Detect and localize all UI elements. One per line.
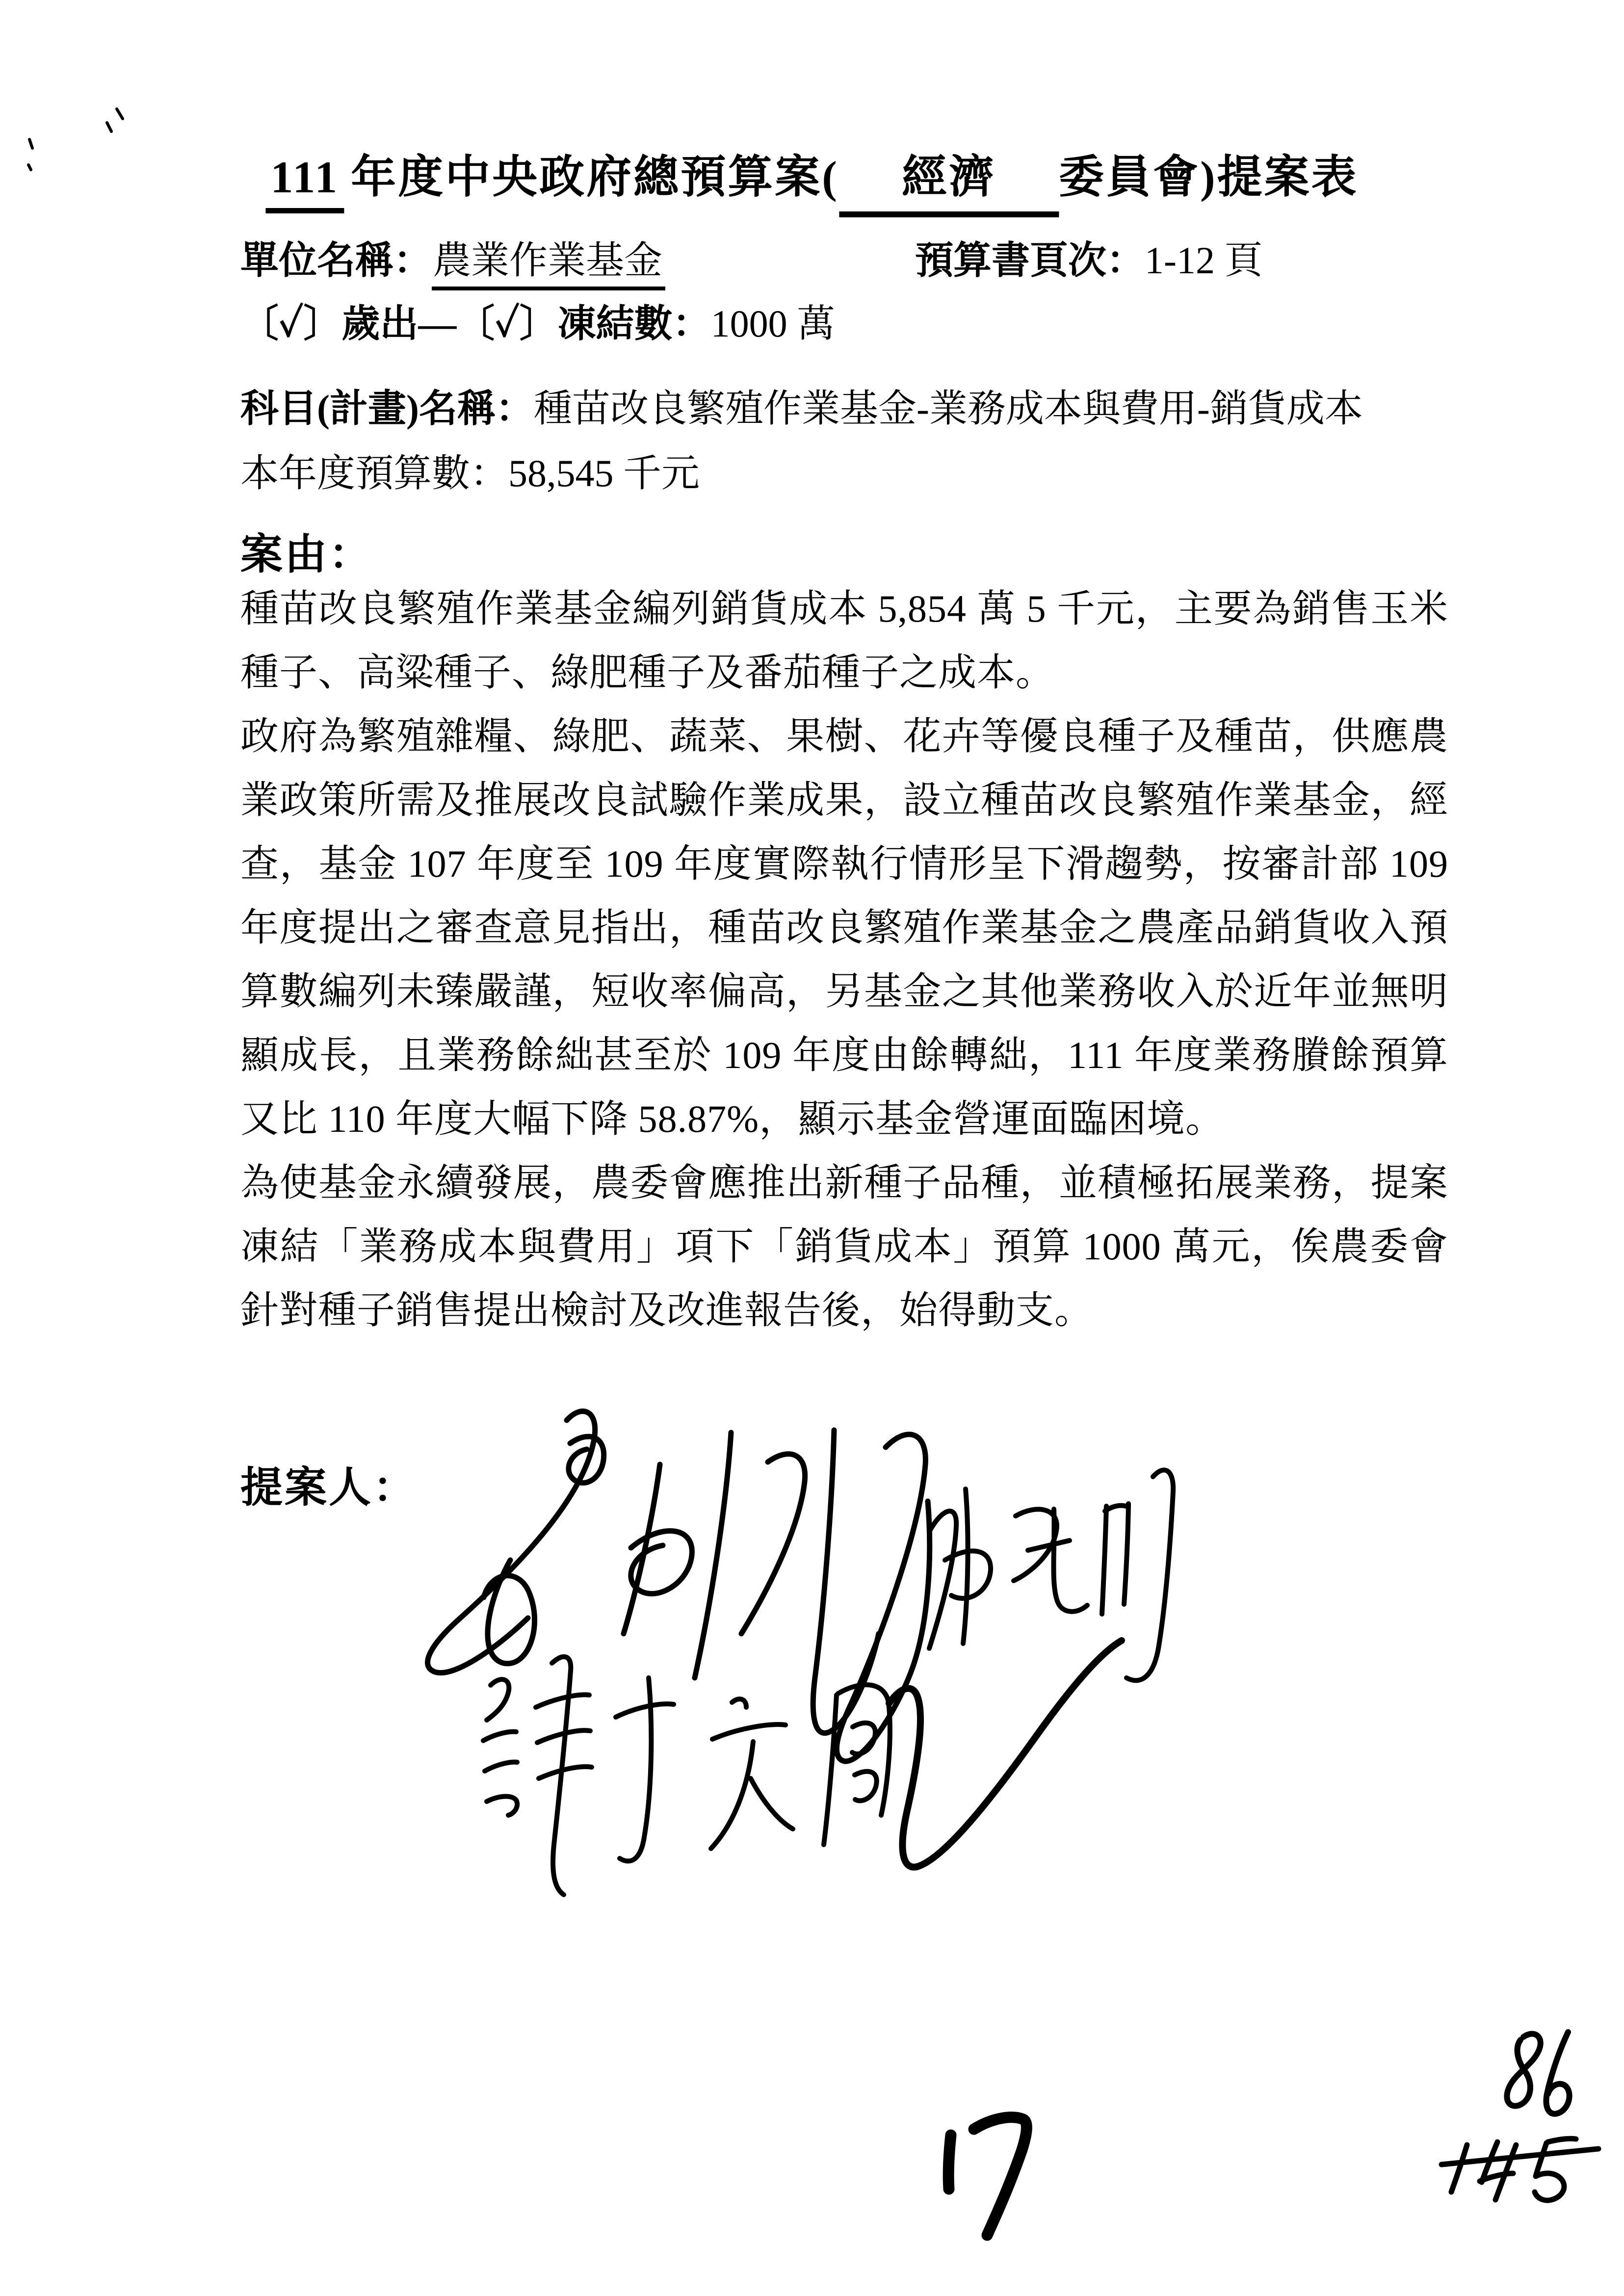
strikethrough-line [1441, 2149, 1598, 2165]
speck [28, 165, 31, 170]
signature-2-stroke [945, 1551, 991, 1598]
scan-specks [28, 109, 123, 170]
signature-3-stroke [552, 1657, 571, 1895]
signature-1-stroke [837, 1435, 929, 1761]
signature-3-stroke [711, 1742, 753, 1849]
subject-label: 科目(計畫)名稱： [240, 387, 534, 430]
dash: — [418, 302, 457, 345]
signature-3-stroke [852, 1723, 875, 1754]
freeze-value: 1000 萬 [710, 302, 836, 345]
title-tail: 委員會)提案表 [1058, 152, 1359, 202]
signature-3-stroke [889, 1641, 1122, 1867]
digit-6 [1546, 2032, 1569, 2114]
budget-value: 58,545 千元 [508, 452, 700, 495]
page-ref-label: 預算書頁次： [915, 239, 1145, 282]
signature-3-stroke [483, 1732, 516, 1741]
page-title [265, 141, 1358, 217]
signature-1-stroke [624, 1464, 660, 1634]
page-number-tick [948, 2135, 951, 2189]
handwritten-page-number [948, 2117, 1026, 2235]
signature-3-stroke [487, 1679, 509, 1720]
signature-1-stroke [741, 1454, 805, 1634]
signature-2-stroke [1053, 1509, 1087, 1612]
signature-2-stroke [929, 1511, 956, 1648]
speck [107, 123, 111, 131]
signature-1-stroke [695, 1433, 731, 1678]
signature-3-stroke [487, 1797, 517, 1815]
budget-label: 本年度預算數： [240, 452, 509, 495]
digit-8 [1507, 2034, 1540, 2106]
signature-3-stroke [620, 1678, 651, 1861]
reason-paragraph-1: 種苗改良繁殖作業基金編列銷貨成本 5,854 萬 5 千元，主要為銷售玉米種子、高粱種子、綠肥種子及番茄種子之成本。 [240, 587, 1448, 694]
subject-line [240, 378, 1363, 433]
reason-paragraph-2: 政府為繁殖雜糧、綠肥、蔬菜、果樹、花卉等優良種子及種苗，供應農業政策所需及推展改良試驗作業成果，設立種苗改良繁殖作業基金，經查，基金 107 年度至 109 年度實際執行情形呈下滑趨勢，按審計部 109 年度提出之審查意見指出，種苗改良繁殖作業基金之農產品銷貨收入預算數編列未臻嚴謹，短收率偏高，另基金之其他業務收入於近年並無明顯成長，且業務餘絀甚至於 109 年度由餘轉絀，111 年度業務賸餘預算又比 110 年度大幅下降 58.87%，顯示基金營運面臨困境。 [240, 715, 1448, 1140]
page-ref [915, 230, 1263, 285]
unit-line [240, 230, 1263, 290]
reason-body [240, 577, 1448, 1342]
signature-3-stroke [751, 1778, 793, 1829]
signature-2-stroke [1126, 1470, 1173, 1680]
subject-value: 種苗改良繁殖作業基金-業務成本與費用-銷貨成本 [533, 387, 1363, 430]
freeze-label: 凍結數： [557, 302, 711, 345]
digit-1 [1451, 2145, 1467, 2192]
signature-3-stroke [485, 1762, 517, 1771]
signature-1-stroke [813, 1430, 879, 1733]
speck [117, 109, 123, 119]
expenditure-label: 歲出 [341, 302, 419, 345]
title-committee-blank: 經濟 [839, 141, 1059, 217]
signature-2-stroke [1124, 1504, 1128, 1604]
signature-3-stroke [838, 1685, 890, 1815]
checkbox-freeze: 〔✓〕 [456, 302, 558, 345]
signature-3-stroke [539, 1767, 592, 1778]
signature-2-stroke [1102, 1506, 1106, 1614]
signature-3-stroke [616, 1704, 674, 1717]
speck [29, 139, 32, 148]
freeze-line [240, 293, 835, 348]
reason-paragraph-3: 為使基金永續發展，農委會應推出新種子品種，並積極拓展業務，提案凍結「業務成本與費用」項下「銷貨成本」預算 1000 萬元，俟農委會針對種子銷售提出檢討及改進報告後，始得動支。 [240, 1161, 1448, 1331]
signature-3-stroke [536, 1695, 589, 1707]
title-year-underlined: 111 [265, 151, 344, 213]
handwritten-note-86 [1507, 2032, 1569, 2114]
signature-3-stroke [732, 1699, 746, 1707]
signature-1-stroke [428, 1411, 595, 1673]
page-number-7 [974, 2117, 1026, 2235]
signature-2-stroke [1105, 1506, 1128, 1511]
signature-3-stroke [712, 1724, 786, 1739]
title-mid: 年度中央政府總預算案( [351, 152, 839, 202]
handwritten-note-145-struck [1441, 2139, 1598, 2200]
signature-1-stroke [569, 1436, 604, 1483]
unit-label: 單位名稱： [240, 239, 432, 282]
signature-3-hsieh-yi-feng [483, 1641, 1122, 1895]
proposer-label: 提案人： [240, 1464, 417, 1511]
signature-2-stroke [1028, 1540, 1070, 1550]
digit-5 [1535, 2143, 1564, 2200]
budget-line [240, 443, 700, 497]
reason-heading: 案由： [240, 531, 373, 578]
unit-value: 農業作業基金 [432, 230, 665, 290]
page-ref-value: 1-12 頁 [1145, 239, 1263, 282]
digit-5 [1548, 2139, 1576, 2142]
signature-3-stroke [824, 1695, 837, 1845]
signature-3-stroke [855, 1772, 877, 1801]
digit-4 [1482, 2142, 1497, 2182]
digit-4 [1495, 2145, 1516, 2200]
signature-2-chen-chao-ming [929, 1470, 1173, 1680]
digit-4 [1480, 2173, 1513, 2181]
signature-3-stroke [537, 1730, 590, 1743]
signature-2-stroke [963, 1489, 968, 1644]
signature-1-stroke [484, 1560, 535, 1664]
signature-1-cursive [428, 1411, 930, 1762]
signature-2-stroke [1014, 1509, 1057, 1581]
signature-1-stroke [631, 1531, 692, 1594]
checkbox-expenditure: 〔✓〕 [240, 302, 342, 345]
